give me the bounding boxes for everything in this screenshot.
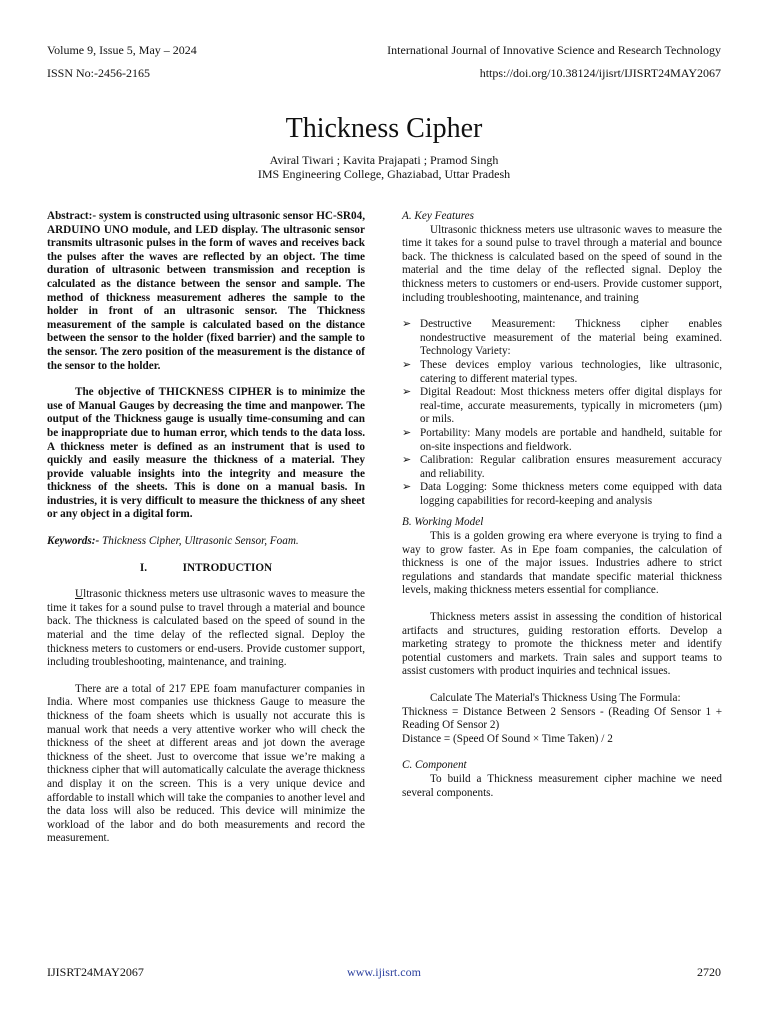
list-item <box>402 427 722 454</box>
drop-letter: U <box>75 588 84 601</box>
arrow-bullet-icon: ➢ <box>402 318 412 331</box>
authors: Aviral Tiwari ; Kavita Prajapati ; Pramod Singh <box>269 153 499 167</box>
abstract-p2: The objective of THICKNESS CIPHER is to minimize the use of Manual Gauges by decreasing the time and manpower. The output of the Thickness gauge is usually time-consuming and can be inappropriate due to human error, which tends to the data loss. A thickness meter is defined as an instrument that is used to quickly and easily measure the thickness of a material. They provide valuable insights into the integrity and measure the thickness of the sheets. This is done on a manual basis. In industries, it is very difficult to measure the thickness of any sheet or any object in a digital form. <box>47 386 365 521</box>
journal-name: International Journal of Innovative Science and Research Technology <box>387 43 721 57</box>
intro-p1 <box>47 588 365 670</box>
keywords-text: Thickness Cipher, Ultrasonic Sensor, Foam. <box>99 535 299 548</box>
section-heading-introduction <box>47 562 365 576</box>
section-title: INTRODUCTION <box>182 561 273 574</box>
list-item-text: Portability: Many models are portable and handheld, suitable for on-site inspections and fieldwork. <box>420 426 722 453</box>
issn: ISSN No:-2456-2165 <box>47 66 151 80</box>
list-item <box>402 481 722 508</box>
arrow-bullet-icon: ➢ <box>402 426 412 439</box>
subsection-heading-component: C. Component <box>402 759 467 772</box>
author-block <box>0 153 768 181</box>
arrow-bullet-icon: ➢ <box>402 454 412 467</box>
footer-paper-id: IJISRT24MAY2067 <box>47 965 144 979</box>
formula-intro: Calculate The Material's Thickness Using The Formula: <box>430 692 681 704</box>
list-item-text: Digital Readout: Most thickness meters offer digital displays for real-time, accurate measurements, typically in micrometers (µm) or mils. <box>420 386 722 426</box>
list-item-text: These devices employ various technologies, like ultrasonic, catering to different material types. <box>420 358 722 385</box>
list-item-text: Data Logging: Some thickness meters come equipped with data logging capabilities for record-keeping and analysis <box>420 481 722 507</box>
right-column <box>402 210 722 800</box>
component-p1: To build a Thickness measurement cipher machine we need several components. <box>402 772 722 799</box>
working-model-p1: This is a golden growing era where everyone is trying to find a way to grow faster. As in Epe foam companies, the calculation of thickness is one of the major issues. Industries adhere to strict regulations and standards that mandate specific material thickness levels, making thickness meters essential for compliance. <box>402 530 722 597</box>
keywords <box>47 535 365 549</box>
list-item-text: Calibration: Regular calibration ensures measurement accuracy and reliability. <box>420 454 722 480</box>
subsection-heading-key-features: A. Key Features <box>402 210 474 222</box>
keywords-label: Keywords:- <box>47 535 100 548</box>
intro-p1-text: ltrasonic thickness meters use ultrasonic waves to measure the time it takes for a sound pulse to travel through a material and bounce back. The thickness is calculated based on the speed of sound in the material and the time delay of the reflected signal. Deploy the thickness meters to customers or end-users. Provide customer support, including troubleshooting, maintenance, and training. <box>47 588 365 669</box>
key-features-p1: Ultrasonic thickness meters use ultrasonic waves to measure the time it takes for a sound pulse to travel through a material and bounce back. The thickness is calculated based on the speed of sound in the material and the time delay of the reflected signal. Deploy the thickness meters to customers or end-users. Provide customer support, including troubleshooting, maintenance, and training <box>402 223 722 304</box>
affiliation: IMS Engineering College, Ghaziabad, Uttar Pradesh <box>257 167 511 181</box>
abstract-p1: Abstract:- system is constructed using ultrasonic sensor HC-SR04, ARDUINO UNO module, and LED display. The ultrasonic sensor transmits ultrasonic pulses in the form of waves and receives back the pulses after the waves are reflected by an object. The time duration of ultrasonic between transmission and reception is calculated as the distance between the sensor and sample. The method of thickness measurement adheres the sample to the holder in front of an ultrasonic sensor. The Thickness measurement of the sample is calculated based on the distance between the sensor to the holder (fixed barrier) and the sample to the sensor. The zero position of the measurement is the distance of the sensor to the holder. <box>47 210 365 372</box>
feature-list <box>402 318 722 508</box>
arrow-bullet-icon: ➢ <box>402 358 412 371</box>
arrow-bullet-icon: ➢ <box>402 386 412 399</box>
formula-distance: Distance = (Speed Of Sound × Time Taken) / 2 <box>402 732 613 745</box>
formula-thickness: Thickness = Distance Between 2 Sensors - (Reading Of Sensor 1 + Reading Of Sensor 2) <box>402 705 722 732</box>
footer-site-link[interactable]: www.ijisrt.com <box>347 965 421 979</box>
list-item-text: Destructive Measurement: Thickness cipher enables nondestructive measurement of the material being examined. Technology Variety: <box>420 318 722 358</box>
arrow-bullet-icon: ➢ <box>402 481 412 494</box>
working-model-p2: Thickness meters assist in assessing the condition of historical artifacts and structures, guiding restoration efforts. Develop a marketing strategy to promote the thickness meter and identify potential customers and markets. Train sales and support teams to assist customers with product inquiries and technical issues. <box>402 611 722 678</box>
section-number: I. <box>139 561 148 574</box>
list-item <box>402 386 722 427</box>
page-number: 2720 <box>697 965 721 979</box>
left-column <box>47 210 365 846</box>
list-item <box>402 359 722 386</box>
list-item <box>402 318 722 359</box>
intro-p2: There are a total of 217 EPE foam manufacturer companies in India. Where most companies use thickness Gauge to measure the thickness of the foam sheets which is usually not accurate this is manual work that needs a very attentive worker who will check the thickness of the sheet at different areas and jot down the average thickness of the sheet. Just to overcome that issue we’re making a thickness cipher that will automatically calculate the average thickness and display it on the screen. This is a very unique device and affordable to install which will take the companies to another level and the data loss will also be reduced. This device will minimize the workload of the labor and do both measurements and record the measurement. <box>47 682 365 845</box>
paper-title: Thickness Cipher <box>285 112 483 144</box>
doi-link[interactable]: https://doi.org/10.38124/ijisrt/IJISRT24MAY2067 <box>479 66 721 80</box>
volume-info: Volume 9, Issue 5, May – 2024 <box>47 43 197 57</box>
subsection-heading-working-model: B. Working Model <box>402 516 484 529</box>
list-item <box>402 454 722 481</box>
